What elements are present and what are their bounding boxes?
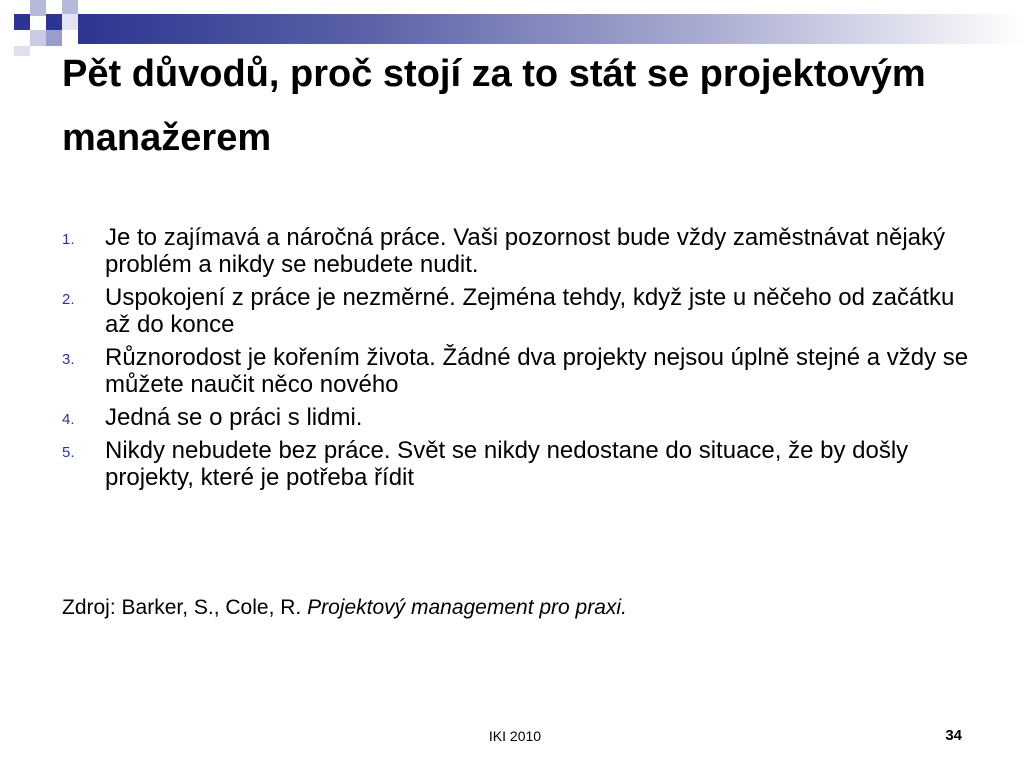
list-item-text: Uspokojení z práce je nezměrné. Zejména tehdy, když jste u něčeho od začátku až do konce: [105, 284, 955, 338]
deco-square: [30, 0, 46, 16]
list-item-text: Jedná se o práci s lidmi.: [105, 404, 363, 431]
source-citation: [62, 594, 627, 622]
deco-square: [46, 30, 62, 46]
list-item: [62, 437, 982, 491]
list-item-text: Je to zajímavá a náročná práce. Vaši pozornost bude vždy zaměstnávat nějaký problém a nikdy se nebudete nudit.: [105, 224, 946, 278]
list-number: 1.: [62, 231, 75, 248]
page-number: 34: [945, 727, 962, 744]
source-prefix: Zdroj: Barker, S., Cole, R.: [62, 596, 308, 619]
reasons-list: [62, 224, 982, 497]
deco-square: [30, 30, 46, 46]
list-number: 2.: [62, 291, 75, 308]
list-item: [62, 224, 982, 278]
slide-title: Pět důvodů, proč stojí za to stát se projektovým manažerem: [62, 53, 926, 159]
deco-square: [14, 14, 30, 30]
list-item: [62, 344, 982, 398]
header-gradient-bar: [78, 14, 1024, 44]
footer-label: IKI 2010: [488, 728, 542, 744]
list-number: 4.: [62, 411, 75, 428]
list-item: [62, 284, 982, 338]
list-number: 3.: [62, 351, 75, 368]
list-item: [62, 404, 982, 431]
list-item-text: Různorodost je kořením života. Žádné dva projekty nejsou úplně stejné a vždy se můžete naučit něco nového: [105, 344, 969, 398]
list-item-text: Nikdy nebudete bez práce. Svět se nikdy nedostane do situace, že by došly projekty, které je potřeba řídit: [105, 437, 909, 491]
deco-square: [46, 14, 62, 30]
deco-square: [14, 46, 30, 56]
source-book-title: Projektový management pro praxi.: [307, 596, 627, 619]
deco-square: [62, 14, 78, 30]
list-number: 5.: [62, 444, 75, 461]
